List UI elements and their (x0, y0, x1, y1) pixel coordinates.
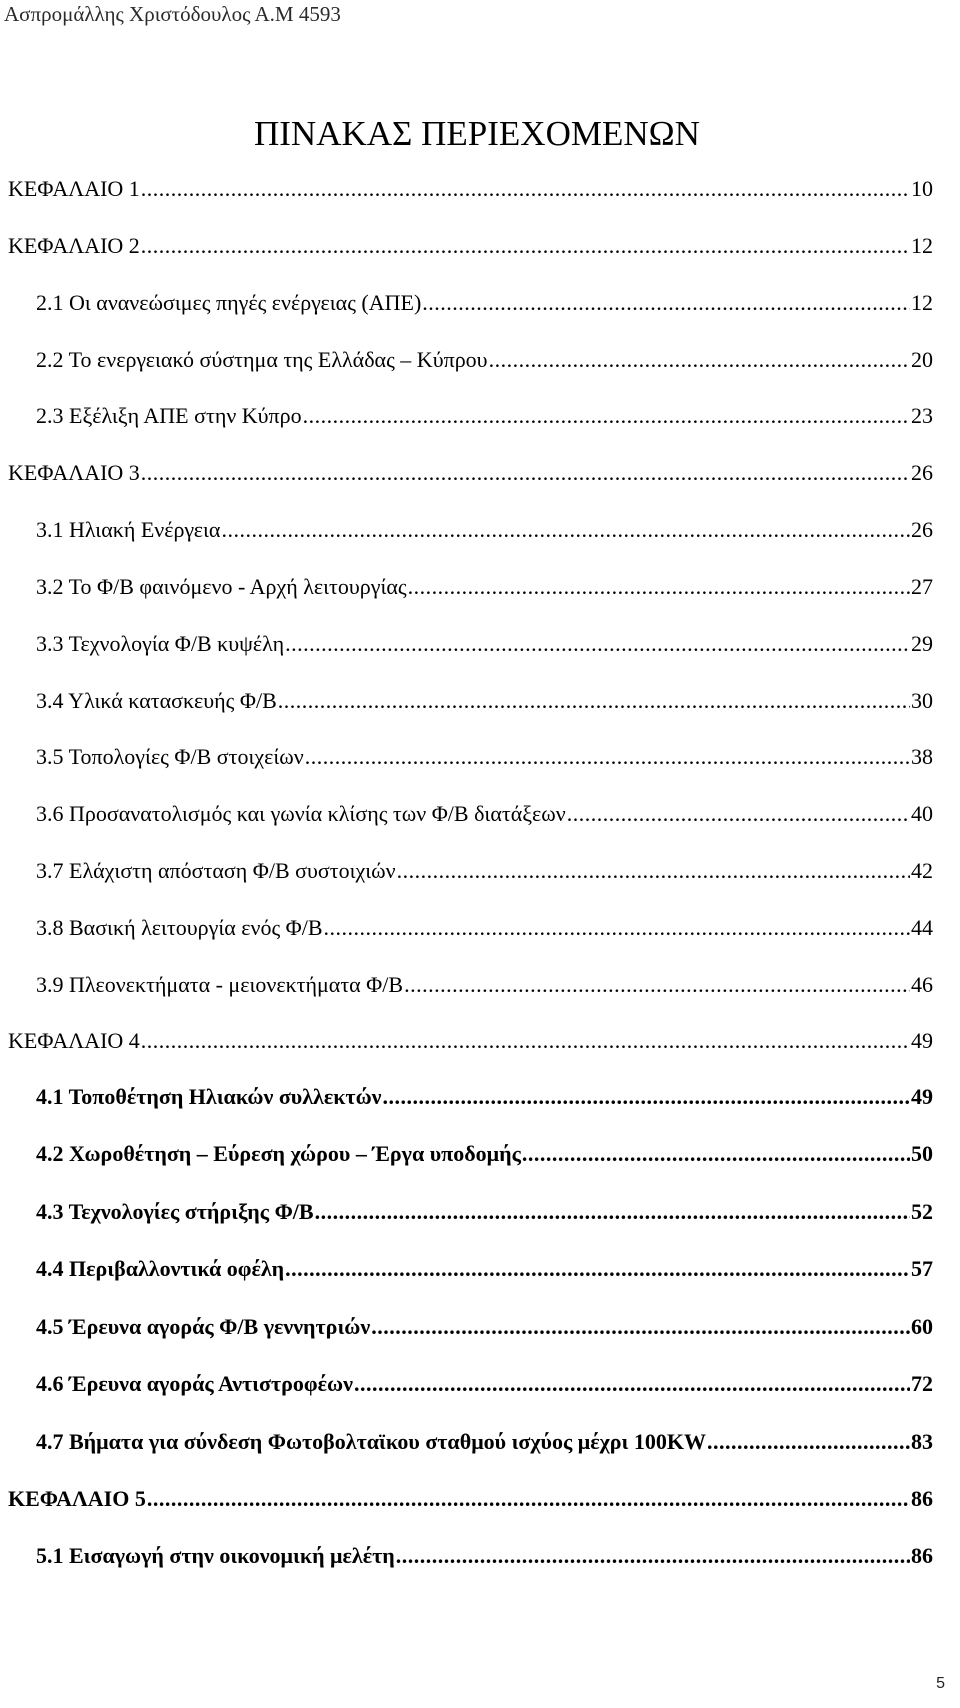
toc-entry-label: 3.3 Τεχνολογία Φ/Β κυψέλη (36, 631, 285, 656)
header-author: Ασπρομάλλης Χριστόδουλος Α.Μ 4593 (4, 2, 341, 26)
toc-entry-chapter-1[interactable] (8, 175, 933, 203)
toc-entry-page: 52 (911, 1199, 933, 1224)
toc-entry-page: 26 (911, 460, 933, 485)
toc-entry-page: 86 (911, 1486, 933, 1511)
toc-entry-label: 3.1 Ηλιακή Ενέργεια (36, 517, 221, 542)
toc-entry-page: 57 (911, 1256, 933, 1281)
toc-entry-3-2[interactable] (36, 573, 933, 601)
toc-entry-page: 12 (911, 233, 933, 258)
toc-entry-4-7[interactable] (36, 1428, 933, 1456)
toc-entry-label: 4.3 Τεχνολογίες στήριξης Φ/Β (36, 1199, 314, 1224)
toc-entry-label: 3.6 Προσανατολισμός και γωνία κλίσης των Φ/Β διατάξεων (36, 801, 566, 826)
toc-entry-label: 5.1 Εισαγωγή στην οικονομική μελέτη (36, 1543, 395, 1568)
leader-dots (567, 800, 910, 828)
page-number: 5 (936, 1675, 945, 1692)
leader-dots (371, 1313, 910, 1341)
toc-entry-chapter-2[interactable] (8, 232, 933, 260)
leader-dots (141, 1027, 910, 1055)
toc-entry-2-3[interactable] (36, 402, 933, 430)
leader-dots (285, 630, 910, 658)
leader-dots (315, 1198, 910, 1226)
toc-entry-page: 20 (911, 347, 933, 372)
leader-dots (396, 1542, 910, 1570)
leader-dots (397, 857, 910, 885)
toc-entry-page: 30 (911, 688, 933, 713)
toc-entry-4-1[interactable] (36, 1083, 933, 1111)
toc-entry-page: 49 (911, 1084, 933, 1109)
toc-entry-label: 4.4 Περιβαλλοντικά οφέλη (36, 1256, 285, 1281)
toc-entry-4-5[interactable] (36, 1313, 933, 1341)
toc-entry-label: 3.7 Ελάχιστη απόσταση Φ/Β συστοιχιών (36, 858, 396, 883)
toc-entry-3-3[interactable] (36, 630, 933, 658)
toc-entry-4-2[interactable] (36, 1140, 933, 1168)
leader-dots (221, 516, 910, 544)
leader-dots (382, 1083, 910, 1111)
toc-entry-3-7[interactable] (36, 857, 933, 885)
toc-entry-5-1[interactable] (36, 1542, 933, 1570)
leader-dots (305, 743, 910, 771)
leader-dots (141, 459, 910, 487)
leader-dots (707, 1428, 910, 1456)
leader-dots (522, 1140, 910, 1168)
toc-entry-label: 4.6 Έρευνα αγοράς Αντιστροφέων (36, 1371, 353, 1396)
toc-entry-label: 3.5 Τοπολογίες Φ/Β στοιχείων (36, 744, 304, 769)
leader-dots (489, 346, 910, 374)
leader-dots (354, 1370, 910, 1398)
leader-dots (404, 971, 910, 999)
toc-entry-3-4[interactable] (36, 687, 933, 715)
page-title: ΠΙΝΑΚΑΣ ΠΕΡΙΕΧΟΜΕΝΩΝ (254, 114, 700, 153)
toc-entry-4-3[interactable] (36, 1198, 933, 1226)
leader-dots (285, 1255, 910, 1283)
toc-entry-3-5[interactable] (36, 743, 933, 771)
toc-entry-page: 83 (911, 1429, 933, 1454)
toc-entry-page: 26 (911, 517, 933, 542)
toc-entry-page: 23 (911, 403, 933, 428)
toc-entry-label: 2.3 Εξέλιξη ΑΠΕ στην Κύπρο (36, 403, 302, 428)
toc-entry-page: 38 (911, 744, 933, 769)
toc-entry-page: 72 (911, 1371, 933, 1396)
toc-entry-label: 4.7 Βήματα για σύνδεση Φωτοβολταϊκου σταθμού ισχύος μέχρι 100KW (36, 1429, 706, 1454)
toc-entry-page: 60 (911, 1314, 933, 1339)
toc-entry-label: 4.2 Χωροθέτηση – Εύρεση χώρου – Έργα υποδομής (36, 1141, 521, 1166)
toc-entry-page: 29 (911, 631, 933, 656)
toc-entry-3-1[interactable] (36, 516, 933, 544)
toc-entry-label: ΚΕΦΑΛΑΙΟ 4 (8, 1028, 140, 1053)
toc-entry-label: 2.1 Οι ανανεώσιμες πηγές ενέργειας (ΑΠΕ) (36, 290, 422, 315)
toc-entry-label: 4.5 Έρευνα αγοράς Φ/Β γεννητριών (36, 1314, 371, 1339)
toc-entry-2-2[interactable] (36, 346, 933, 374)
toc-entry-3-9[interactable] (36, 971, 933, 999)
toc-entry-page: 86 (911, 1543, 933, 1568)
toc-entry-page: 10 (911, 176, 933, 201)
toc-entry-3-6[interactable] (36, 800, 933, 828)
toc-entry-label: ΚΕΦΑΛΑΙΟ 2 (8, 233, 140, 258)
toc-entry-page: 40 (911, 801, 933, 826)
leader-dots (422, 289, 910, 317)
toc-entry-page: 42 (911, 858, 933, 883)
leader-dots (303, 402, 910, 430)
toc-entry-3-8[interactable] (36, 914, 933, 942)
toc-entry-label: 3.4 Υλικά κατασκευής Φ/Β (36, 688, 277, 713)
toc-entry-page: 50 (911, 1141, 933, 1166)
leader-dots (324, 914, 910, 942)
toc-entry-label: ΚΕΦΑΛΑΙΟ 3 (8, 460, 140, 485)
toc-entry-4-6[interactable] (36, 1370, 933, 1398)
toc-entry-label: 2.2 Το ενεργειακό σύστημα της Ελλάδας – Κύπρου (36, 347, 488, 372)
toc-entry-page: 44 (911, 915, 933, 940)
leader-dots (147, 1485, 910, 1513)
toc-entry-page: 12 (911, 290, 933, 315)
toc-entry-label: 3.8 Βασική λειτουργία ενός Φ/Β (36, 915, 323, 940)
leader-dots (278, 687, 910, 715)
leader-dots (141, 232, 910, 260)
leader-dots (141, 175, 910, 203)
toc-entry-page: 49 (911, 1028, 933, 1053)
toc-entry-page: 27 (911, 574, 933, 599)
toc-entry-page: 46 (911, 972, 933, 997)
toc-entry-label: 4.1 Τοποθέτηση Ηλιακών συλλεκτών (36, 1084, 382, 1109)
toc-entry-label: 3.9 Πλεονεκτήματα - μειονεκτήματα Φ/Β (36, 972, 404, 997)
toc-entry-label: ΚΕΦΑΛΑΙΟ 5 (8, 1486, 146, 1511)
toc-entry-chapter-4[interactable] (8, 1027, 933, 1055)
toc-entry-2-1[interactable] (36, 289, 933, 317)
toc-entry-4-4[interactable] (36, 1255, 933, 1283)
toc-entry-label: 3.2 Το Φ/Β φαινόμενο - Αρχή λειτουργίας (36, 574, 407, 599)
toc-entry-chapter-5[interactable] (8, 1485, 933, 1513)
toc-entry-chapter-3[interactable] (8, 459, 933, 487)
leader-dots (408, 573, 910, 601)
toc-entry-label: ΚΕΦΑΛΑΙΟ 1 (8, 176, 140, 201)
